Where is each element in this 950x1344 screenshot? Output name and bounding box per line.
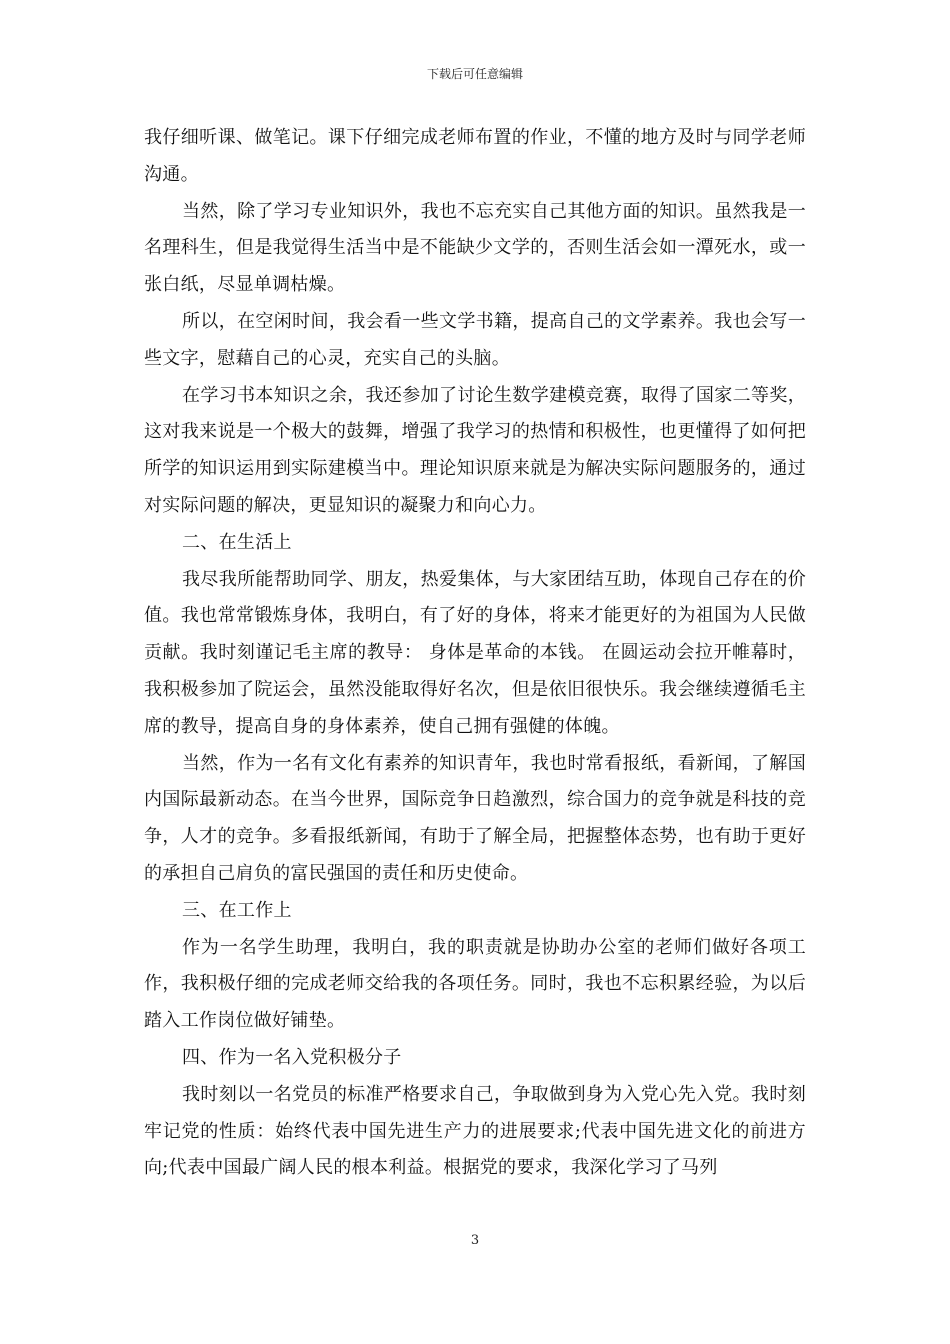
paragraph-4: 在学习书本知识之余，我还参加了讨论生数学建模竞赛，取得了国家二等奖，这对我来说是一个极大的鼓舞，增强了我学习的热情和积极性，也更懂得了如何把所学的知识运用到实际建模当中。理论知识原来就是为解决实际问题服务的，通过对实际问题的解决，更显知识的凝聚力和向心力。 xyxy=(144,384,806,516)
paragraph-1: 我仔细听课、做笔记。课下仔细完成老师布置的作业，不懂的地方及时与同学老师沟通。 xyxy=(144,127,806,185)
document-body xyxy=(144,120,806,1187)
paragraph-11: 我时刻以一名党员的标准严格要求自己，争取做到身为入党心先入党。我时刻牢记党的性质：始终代表中国先进生产力的进展要求;代表中国先进文化的前进方向;代表中国最广阔人民的根本利益。根据党的要求，我深化学习了马列 xyxy=(144,1083,806,1179)
section-heading-party: 四、作为一名入党积极分子 xyxy=(182,1046,402,1068)
paragraph-3: 所以，在空闲时间，我会看一些文学书籍，提高自己的文学素养。我也会写一些文字，慰藉自己的心灵，充实自己的头脑。 xyxy=(144,310,806,369)
paragraph-6: 我尽我所能帮助同学、朋友，热爱集体，与大家团结互助，体现自己存在的价值。我也常常锻炼身体，我明白，有了好的身体，将来才能更好的为祖国为人民做贡献。我时刻谨记毛主席的教导： 身体是革命的本钱。 在圆运动会拉开帷幕时，我积极参加了院运会，虽然没能取得好名次，但是依旧很快乐。我会继续遵循毛主席的教导，提高自身的身体素养，使自己拥有强健的体魄。 xyxy=(144,568,806,737)
section-heading-work: 三、在工作上 xyxy=(182,899,292,921)
section-heading-life: 二、在生活上 xyxy=(182,531,292,553)
page-header: 下载后可任意编辑 xyxy=(426,67,523,81)
paragraph-2: 当然，除了学习专业知识外，我也不忘充实自己其他方面的知识。虽然我是一名理科生，但是我觉得生活当中是不能缺少文学的，否则生活会如一潭死水，或一张白纸，尽显单调枯燥。 xyxy=(144,200,806,296)
paragraph-9: 作为一名学生助理，我明白，我的职责就是协助办公室的老师们做好各项工作，我积极仔细的完成老师交给我的各项任务。同时，我也不忘积累经验，为以后踏入工作岗位做好铺垫。 xyxy=(144,936,806,1032)
paragraph-7: 当然，作为一名有文化有素养的知识青年，我也时常看报纸，看新闻，了解国内国际最新动态。在当今世界，国际竞争日趋激烈，综合国力的竞争就是科技的竞争，人才的竞争。多看报纸新闻，有助于了解全局，把握整体态势，也有助于更好的承担自己肩负的富民强国的责任和历史使命。 xyxy=(144,752,806,884)
page-number: 3 xyxy=(470,1233,480,1248)
